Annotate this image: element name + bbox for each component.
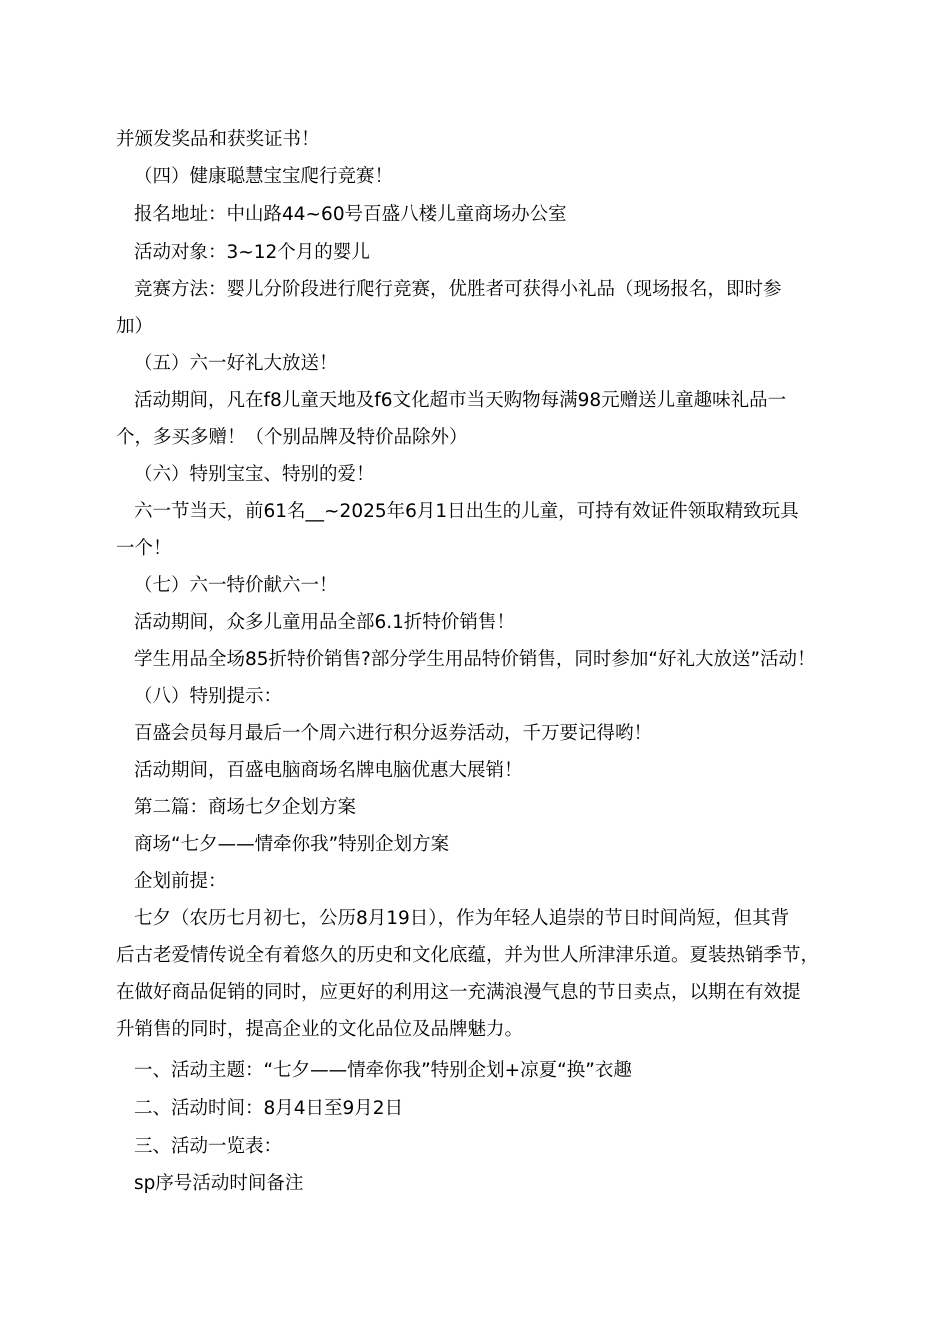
section-heading: （四）健康聪慧宝宝爬行竞赛！ <box>134 166 394 187</box>
text-line: 活动期间，百盛电脑商场名牌电脑优惠大展销！ <box>134 760 523 781</box>
text-line: 竞赛方法：婴儿分阶段进行爬行竞赛，优胜者可获得小礼品（现场报名，即时参 <box>134 279 782 300</box>
plan-title: 商场“七夕——情牵你我”特别企划方案 <box>134 834 450 855</box>
text-line: 并颁发奖品和获奖证书！ <box>116 129 320 150</box>
table-header-text: sp序号活动时间备注 <box>134 1173 304 1194</box>
text-line: 后古老爱情传说全有着悠久的历史和文化底蕴，并为世人所津津乐道。夏装热销季节， <box>116 945 820 966</box>
text-line: 活动期间，众多儿童用品全部6.1折特价销售！ <box>134 612 515 633</box>
text-line: 六一节当天，前61名__~2025年6月1日出生的儿童，可持有效证件领取精致玩具 <box>134 501 799 522</box>
text-line: 一个！ <box>116 538 172 559</box>
text-line: 个，多买多赠！（个别品牌及特价品除外） <box>116 427 468 448</box>
text-line: 学生用品全场85折特价销售?部分学生用品特价销售，同时参加“好礼大放送”活动！ <box>134 649 816 670</box>
text-line: 报名地址：中山路44~60号百盛八楼儿童商场办公室 <box>134 204 567 225</box>
text-line: 活动对象：3~12个月的婴儿 <box>134 242 370 263</box>
section-heading: 三、活动一览表： <box>134 1136 283 1157</box>
chapter-title: 第二篇：商场七夕企划方案 <box>134 797 357 818</box>
text-line: 百盛会员每月最后一个周六进行积分返券活动，千万要记得哟！ <box>134 723 653 744</box>
text-line: 活动期间，凡在f8儿童天地及f6文化超市当天购物每满98元赠送儿童趣味礼品一 <box>134 390 787 411</box>
text-line: 七夕（农历七月初七，公历8月19日），作为年轻人追崇的节日时间尚短，但其背 <box>134 908 790 929</box>
text-line: 加） <box>116 316 154 337</box>
section-heading: （五）六一好礼大放送！ <box>134 353 338 374</box>
section-heading: 一、活动主题：“七夕——情牵你我”特别企划+凉夏“换”衣趣 <box>134 1060 632 1081</box>
section-heading: 企划前提： <box>134 871 227 892</box>
section-heading: 二、活动时间：8月4日至9月2日 <box>134 1098 404 1119</box>
text-line: 在做好商品促销的同时，应更好的利用这一充满浪漫气息的节日卖点，以期在有效提 <box>116 982 801 1003</box>
section-heading: （八）特别提示： <box>134 686 283 707</box>
text-line: 升销售的同时，提高企业的文化品位及品牌魅力。 <box>116 1019 524 1040</box>
section-heading: （七）六一特价献六一！ <box>134 575 338 596</box>
section-heading: （六）特别宝宝、特别的爱！ <box>134 464 375 485</box>
